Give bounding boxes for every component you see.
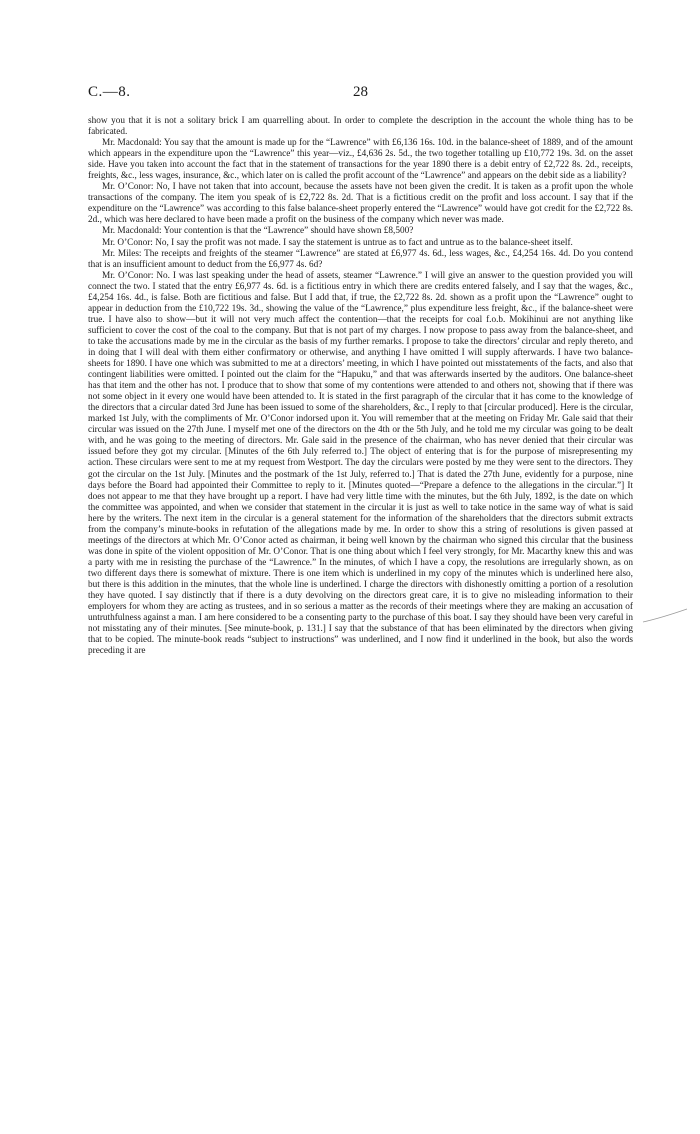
page-number: 28 xyxy=(353,84,368,100)
page-header xyxy=(88,84,633,104)
paragraph: show you that it is not a solitary brick I am quarrelling about. In order to complete the description in the account the whole thing has to be fabricated. xyxy=(88,116,633,138)
document-reference: C.—8. xyxy=(88,84,131,100)
paragraph: Mr. Macdonald: You say that the amount is made up for the “Lawrence” with £6,136 16s. 10d. in the balance-sheet of 1889, and of the amount which appears in the expenditure upon the “Lawrence” this year—viz., £4,636 2s. 5d., the two together totalling up £10,772 19s. 3d. on the asset side. Have you taken into account the fact that in the statement of transactions for the year 1890 there is a debit entry of £2,722 8s. 2d., receipts, freights, &c., less wages, insurance, &c., which later on is called the profit account of the “Lawrence” and appears on the debit side as a liability? xyxy=(88,138,633,182)
body-text xyxy=(88,116,633,657)
paragraph: Mr. Miles: The receipts and freights of the steamer “Lawrence” are stated at £6,977 4s. 6d., less wages, &c., £4,254 16s. 4d. Do you contend that is an insufficient amount to deduct from the £6,977 4s. 6d? xyxy=(88,248,633,270)
paragraph: Mr. O’Conor: No. I was last speaking under the head of assets, steamer “Lawrence.” I will give an answer to the question provided you will connect the two. I stated that the entry £6,977 4s. 6d. is a fictitious entry in which there are credits entered falsely, and I say that the wages, &c., £4,254 16s. 4d., is false. Both are fictitious and false. But I add that, if true, the £2,722 8s. 2d. shown as a profit upon the “Lawrence” ought to appear in deduction from the £10,722 19s. 3d., showing the value of the “Lawrence,” plus expenditure less freight, &c., if the balance-sheet were true. I have also to show—but it will not very much affect the contention—that the receipts for coal f.o.b. Mokihinui are not anything like sufficient to cover the cost of the coal to the company. But that is not part of my charges. I now propose to pass away from the balance-sheet, and to take the accusations made by me in the circular as the basis of my further remarks. I propose to take the directors’ circular and reply thereto, and in doing that I will deal with them either confirmatory or otherwise, and anything I have omitted I will supply afterwards. I have two balance-sheets for 1890. I have one which was submitted to me at a directors’ meeting, in which I have pointed out misstatements of the facts, and also that contingent liabilities were omitted. I pointed out the claim for the “Hapuku,” and that was afterwards inserted by the auditors. One balance-sheet has that item and the other has not. I produce that to show that some of my contentions were attended to and others not, showing that if there was not some object in it every one would have been attended to. It is stated in the first paragraph of the circular that it has come to the knowledge of the directors that a circular dated 3rd June has been issued to some of the shareholders, &c., I reply to that [circular produced]. Here is the circular, marked 1st July, with the compliments of Mr. O’Conor indorsed upon it. You will remember that at the meeting on Friday Mr. Gale said that their circular was issued on the 27th June. I myself met one of the directors on the 4th or the 5th July, and he told me my circular was going to be dealt with, and he was going to the meeting of directors. Mr. Gale said in the presence of the chairman, who has never denied that their circular was issued before they got my circular. [Minutes of the 6th July referred to.] The object of entering that is for the purpose of misrepresenting my action. These circulars were sent to me at my request from Westport. The day the circulars were posted by me they were sent to the directors. They got the circular on the 1st July. [Minutes and the postmark of the 1st July, referred to.] That is dated the 27th June, evidently for a purpose, nine days before the Board had appointed their Committee to reply to it. [Minutes quoted—“Prepare a defence to the allegations in the circular.”] It does not appear to me that they have brought up a report. I have had very little time with the minutes, but the 6th July, 1892, is the date on which the committee was appointed, and when we consider that statement in the circular it is just as well to take notice in the same way of what is said here by the writers. The next item in the circular is a general statement for the information of the shareholders that the directors submit extracts from the company’s minute-books in refutation of the allegations made by me. In order to show this a string of resolutions is given passed at meetings of the directors at which Mr. O’Conor acted as chairman, it being well known by the chairman who signed this circular that the business was done in spite of the violent opposition of Mr. O’Conor. That is one thing about which I feel very strongly, for Mr. Macarthy knew this and was a party with me in resisting the purchase of the “Lawrence.” In the minutes, of which I have a copy, the resolutions are irregularly shown, as on two different days there is somewhat of mixture. There is one item which is underlined in my copy of the minutes which is underlined here also, but there is this addition in the minutes, that the whole line is underlined. I charge the directors with dishonestly omitting a portion of a resolution they have quoted. I say distinctly that if there is a duty devolving on the directors great care, it is to give no misleading information to their employers for whom they are acting as trustees, and in so serious a matter as the records of their meetings where they are making an accusation of untruthfulness against a man. I am here considered to be a consenting party to the purchase of this boat. I say they should have been very careful in not misstating any of their minutes. [See minute-book, p. 131.] I say that the substance of that has been eliminated by the directors when giving that to be copied. The minute-book reads “subject to instructions” was underlined, and I now find it underlined in the book, but also the words preceding it are xyxy=(88,270,633,657)
paragraph: Mr. O’Conor: No, I have not taken that into account, because the assets have not been given the credit. It is taken as a profit upon the whole transactions of the company. The item you speak of is £2,722 8s. 2d. That is a fictitious credit on the profit and loss account. I say that if the expenditure on the “Lawrence” was according to this false balance-sheet properly entered the “Lawrence” would have got credit for the £2,722 8s. 2d., which was here declared to have been made a profit on the business of the company which never was made. xyxy=(88,182,633,226)
paragraph: Mr. Macdonald: Your contention is that the “Lawrence” should have shown £8,500? xyxy=(102,226,414,237)
pencil-margin-mark xyxy=(641,606,691,626)
paragraph: Mr. O’Conor: No, I say the profit was not made. I say the statement is untrue as to fact and untrue as to the balance-sheet itself. xyxy=(102,237,573,248)
